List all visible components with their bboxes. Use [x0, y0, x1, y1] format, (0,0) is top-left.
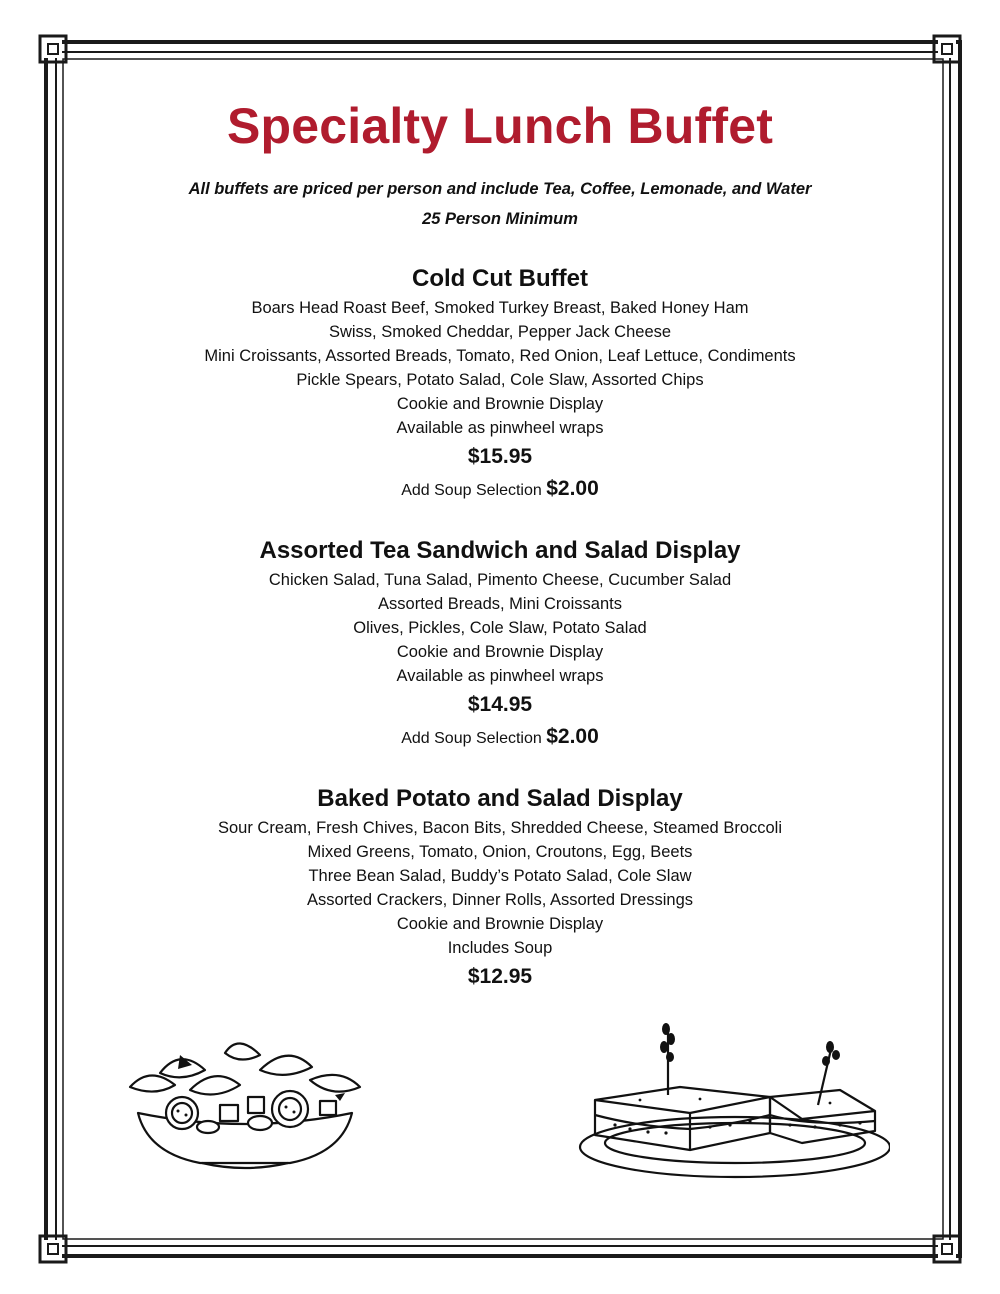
salad-bowl-illustration	[120, 1035, 370, 1175]
menu-item-line: Cookie and Brownie Display	[396, 643, 604, 661]
menu-item-line: Chicken Salad, Tuna Salad, Pimento Cheese, Cucumber Salad	[268, 571, 732, 589]
addon-label: Add Soup Selection	[401, 482, 542, 499]
menu-item-line: Assorted Breads, Mini Croissants	[378, 595, 622, 613]
menu-content	[100, 90, 900, 994]
menu-section-cold-cut	[100, 262, 900, 506]
pricing-note: All buffets are priced per person and include Tea, Coffee, Lemonade, and Water	[188, 180, 812, 198]
page-title: Specialty Lunch Buffet	[226, 98, 774, 154]
menu-item-line: Swiss, Smoked Cheddar, Pepper Jack Cheese	[328, 323, 672, 341]
sandwich-platter-illustration	[570, 1015, 890, 1190]
menu-item-line: Cookie and Brownie Display	[396, 915, 604, 933]
menu-item-line: Three Bean Salad, Buddy’s Potato Salad, Cole Slaw	[308, 867, 692, 885]
menu-item-line: Sour Cream, Fresh Chives, Bacon Bits, Shredded Cheese, Steamed Broccoli	[217, 819, 782, 837]
section-price: $15.95	[467, 445, 533, 468]
menu-item-line: Mini Croissants, Assorted Breads, Tomato, Red Onion, Leaf Lettuce, Condiments	[204, 347, 796, 365]
menu-item-line: Pickle Spears, Potato Salad, Cole Slaw, Assorted Chips	[296, 371, 704, 389]
menu-section-tea-sandwich	[100, 534, 900, 754]
section-title: Baked Potato and Salad Display	[317, 785, 683, 812]
addon-label: Add Soup Selection	[401, 730, 542, 747]
menu-item-line: Mixed Greens, Tomato, Onion, Croutons, Egg, Beets	[307, 843, 693, 861]
addon-price: $2.00	[546, 477, 599, 500]
menu-item-line: Boars Head Roast Beef, Smoked Turkey Breast, Baked Honey Ham	[251, 299, 749, 317]
section-title: Assorted Tea Sandwich and Salad Display	[259, 537, 741, 564]
menu-item-line: Assorted Crackers, Dinner Rolls, Assorted Dressings	[306, 891, 694, 909]
menu-item-line: Olives, Pickles, Cole Slaw, Potato Salad	[353, 619, 647, 637]
menu-item-line: Cookie and Brownie Display	[396, 395, 604, 413]
section-title: Cold Cut Buffet	[412, 265, 588, 292]
section-price: $14.95	[467, 693, 533, 716]
section-price: $12.95	[467, 965, 533, 988]
soup-addon	[100, 722, 900, 754]
menu-item-line: Available as pinwheel wraps	[396, 667, 604, 685]
addon-price: $2.00	[546, 725, 599, 748]
menu-section-baked-potato	[100, 782, 900, 994]
menu-item-line: Available as pinwheel wraps	[396, 419, 604, 437]
menu-item-line: Includes Soup	[447, 939, 553, 957]
minimum-note: 25 Person Minimum	[422, 210, 578, 228]
soup-addon	[100, 474, 900, 506]
